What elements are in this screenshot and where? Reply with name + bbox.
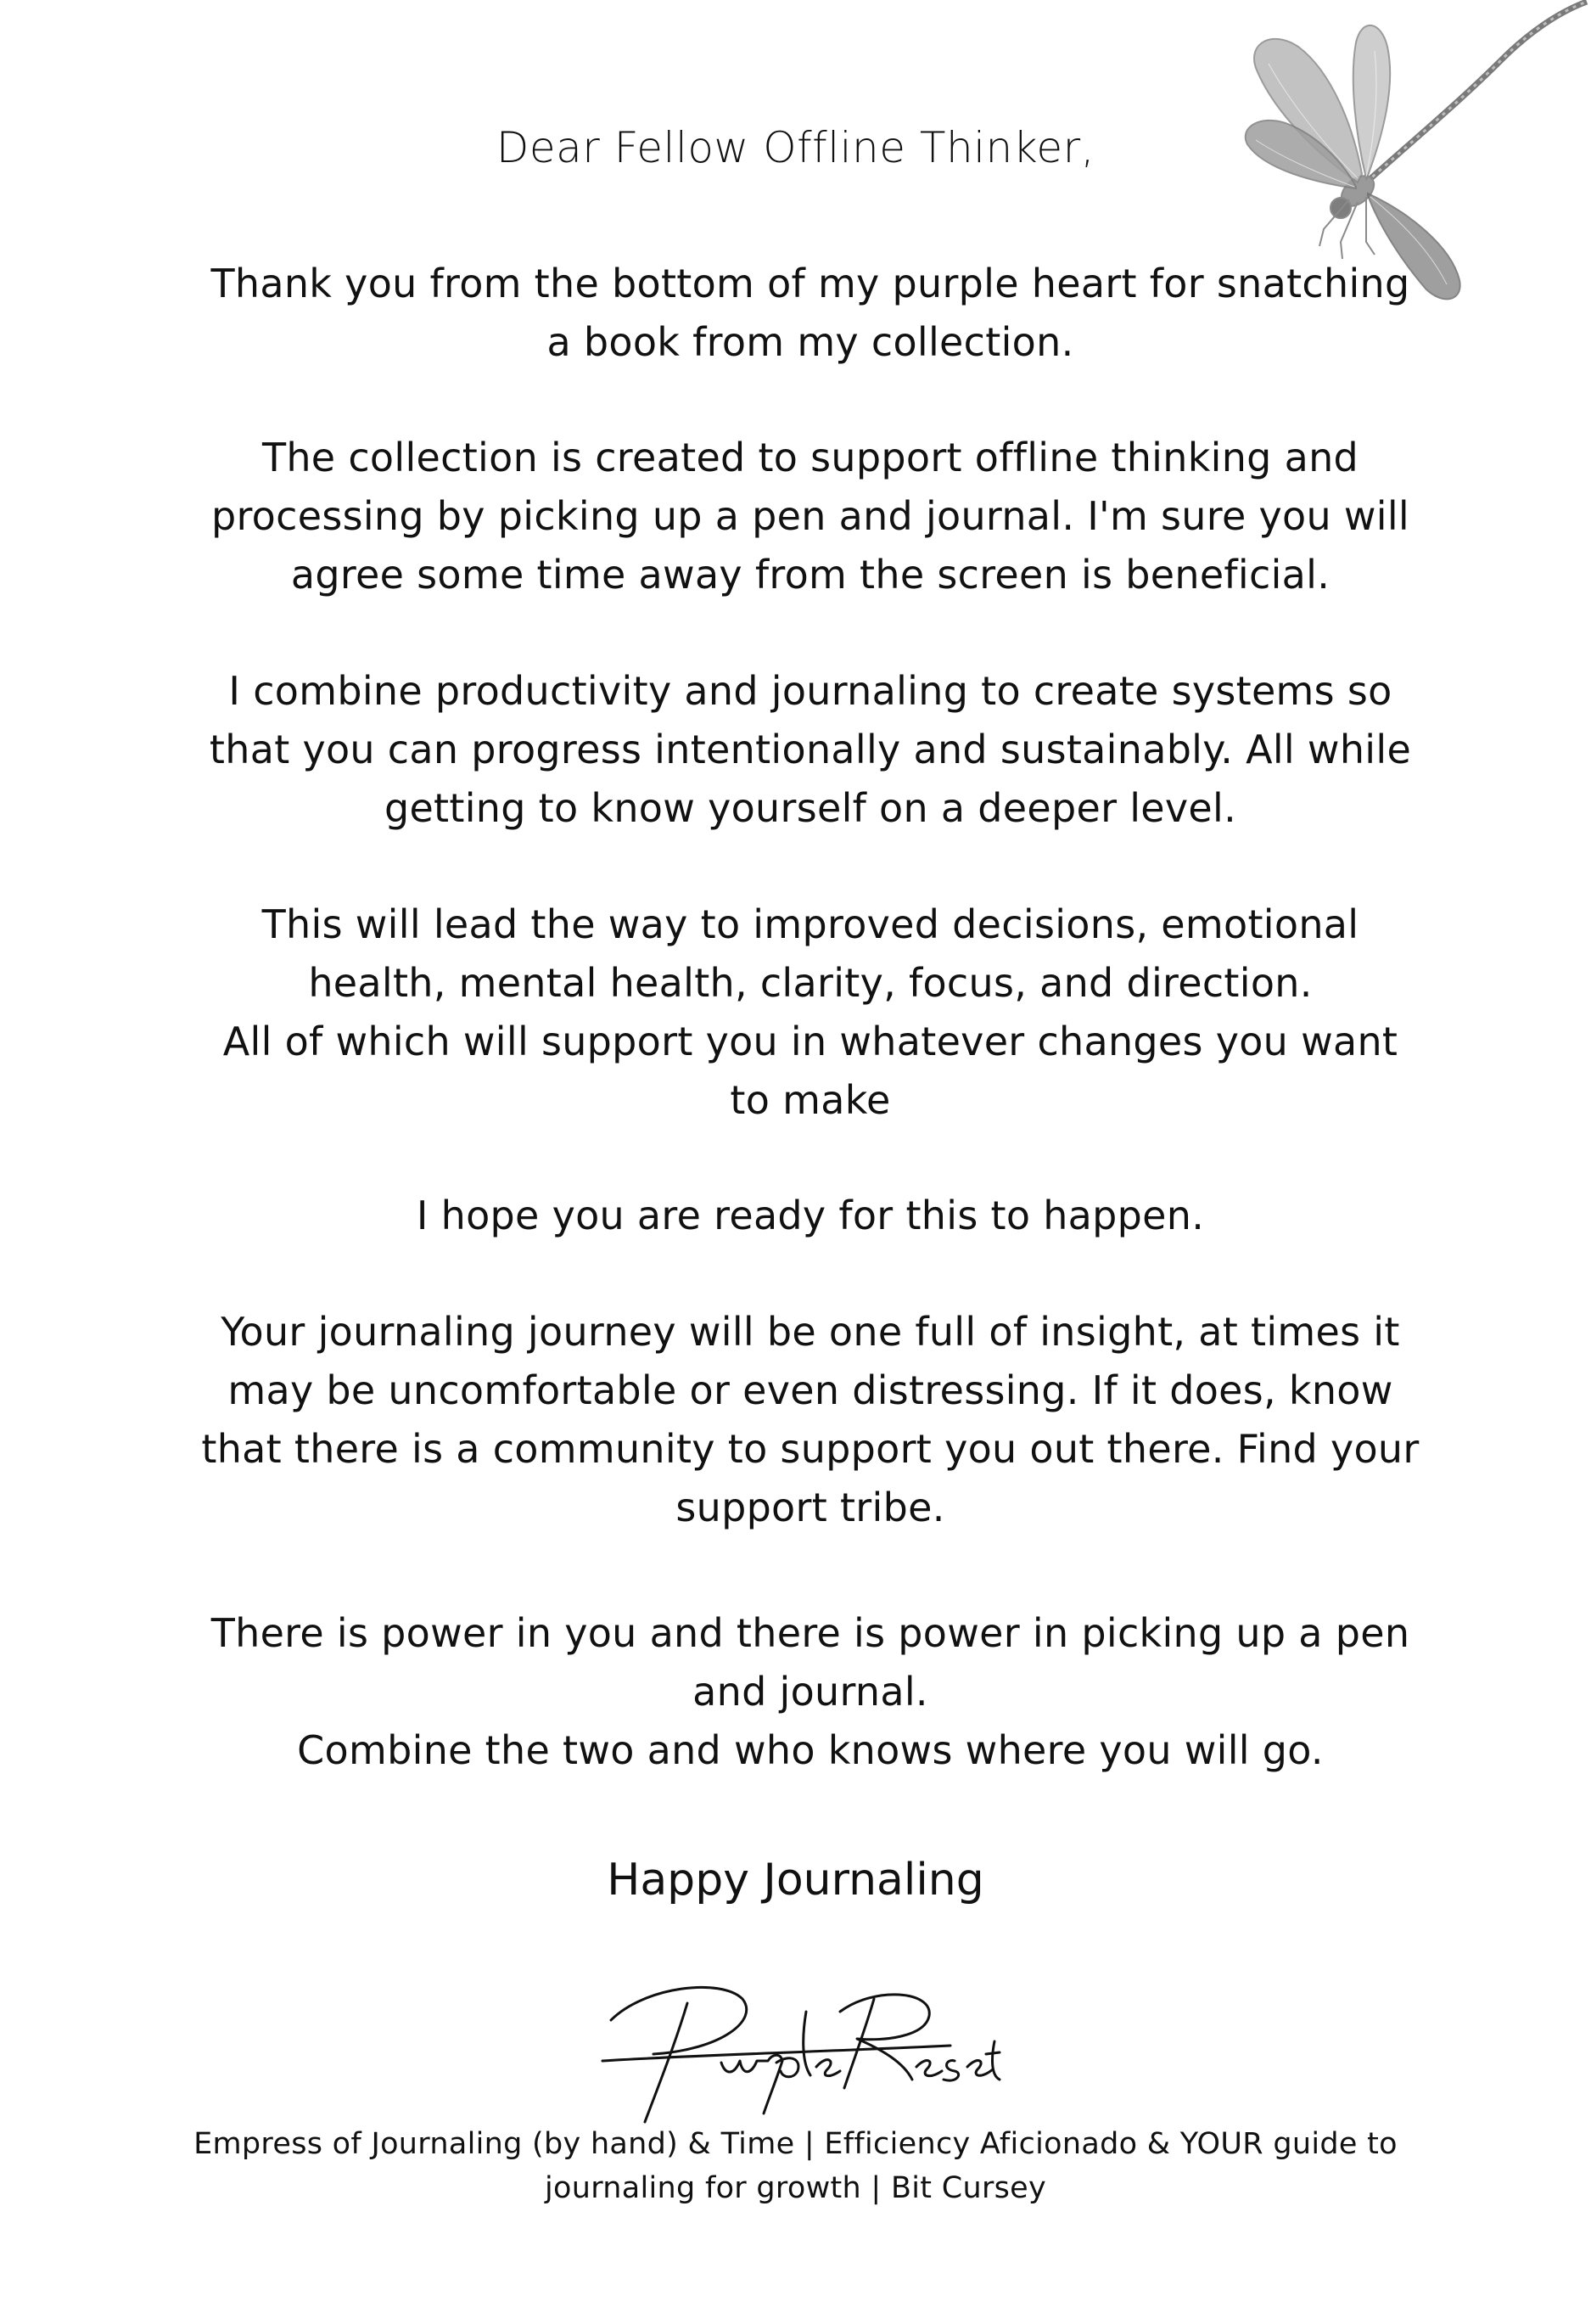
- paragraph-line: agree some time away from the screen is beneficial.: [290, 552, 1331, 598]
- footer-line: journaling for growth | Bit Cursey: [544, 2171, 1047, 2205]
- paragraph-line: health, mental health, clarity, focus, and direction.: [308, 960, 1313, 1006]
- signoff: Happy Journaling: [607, 1855, 984, 1906]
- paragraph-line: support tribe.: [675, 1485, 945, 1530]
- paragraph-line: Your journaling journey will be one full of insight, at times it: [221, 1309, 1400, 1355]
- paragraph-power: [110, 1604, 1510, 1780]
- paragraph-line: The collection is created to support offline thinking and: [261, 435, 1359, 480]
- paragraph-line: Combine the two and who knows where you will go.: [297, 1727, 1324, 1773]
- letter-greeting: Dear Fellow Offline Thinker,: [496, 123, 1095, 172]
- paragraph-line: may be uncomfortable or even distressing. If it does, know: [227, 1367, 1393, 1413]
- paragraph-line: processing by picking up a pen and journal. I'm sure you will: [210, 493, 1409, 539]
- paragraph-line: a book from my collection.: [546, 319, 1074, 365]
- paragraph-line: getting to know yourself on a deeper level.: [384, 785, 1237, 831]
- paragraph-productivity: [110, 662, 1510, 838]
- footer-line: Empress of Journaling (by hand) & Time | Efficiency Aficionado & YOUR guide to: [193, 2127, 1398, 2161]
- paragraph-line: I combine productivity and journaling to create systems so: [228, 668, 1392, 714]
- paragraph-line: There is power in you and there is power in picking up a pen: [210, 1610, 1410, 1656]
- footer-tagline: [85, 2122, 1506, 2210]
- signature-logo: [594, 1961, 1001, 2130]
- paragraph-line: I hope you are ready for this to happen.: [416, 1193, 1205, 1238]
- paragraph-collection: [110, 429, 1510, 604]
- paragraph-journey: [110, 1303, 1510, 1537]
- paragraph-line: that you can progress intentionally and sustainably. All while: [209, 727, 1412, 772]
- paragraph-line: that there is a community to support you out there. Find your: [201, 1426, 1420, 1472]
- paragraph-line: Thank you from the bottom of my purple heart for snatching: [210, 261, 1410, 306]
- paragraph-benefits: [110, 895, 1510, 1130]
- paragraph-line: to make: [730, 1077, 891, 1123]
- paragraph-line: and journal.: [692, 1669, 928, 1715]
- paragraph-hope: [110, 1187, 1510, 1245]
- paragraph-thank-you: [110, 255, 1510, 372]
- paragraph-line: All of which will support you in whatever changes you want: [222, 1019, 1398, 1064]
- paragraph-line: This will lead the way to improved decisions, emotional: [261, 901, 1359, 947]
